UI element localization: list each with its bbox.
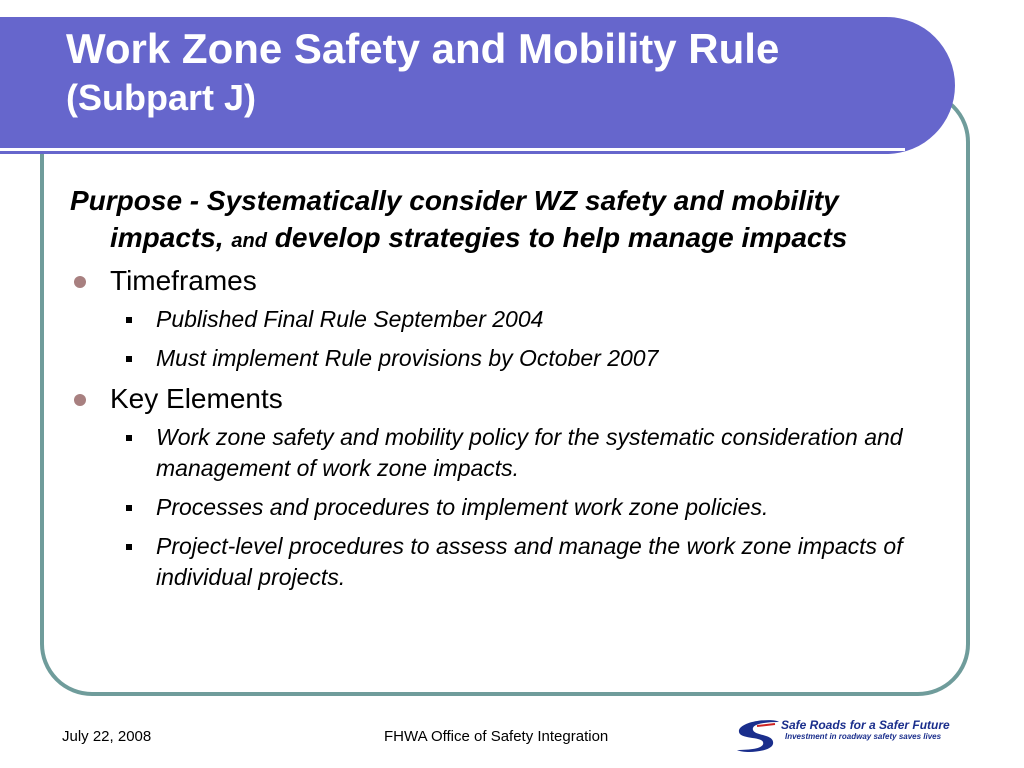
- bullet-square-icon: [126, 505, 132, 511]
- bullet-square-icon: [126, 435, 132, 441]
- slide-title: [66, 24, 779, 122]
- slide-body: [70, 182, 950, 601]
- title-underline: [0, 148, 905, 151]
- section-heading-label: Key Elements: [110, 383, 283, 414]
- bullet-dot-icon: [74, 276, 86, 288]
- purpose-statement: [70, 182, 950, 260]
- logo-tagline: Safe Roads for a Safer Future: [781, 718, 950, 732]
- list-item: [70, 531, 950, 593]
- bullet-square-icon: [126, 356, 132, 362]
- title-line-2: (Subpart J): [66, 77, 257, 118]
- footer-date: July 22, 2008: [62, 728, 152, 745]
- section-heading-key-elements: [70, 382, 950, 416]
- list-item: [70, 343, 950, 374]
- purpose-text-2: develop strategies to help manage impacts: [274, 222, 848, 253]
- bullet-square-icon: [126, 544, 132, 550]
- bullet-square-icon: [126, 317, 132, 323]
- purpose-and: and: [231, 230, 267, 252]
- list-item-text: Work zone safety and mobility policy for the systematic consideration and management of work zone impacts.: [156, 424, 903, 481]
- list-item-text: Processes and procedures to implement work zone policies.: [156, 494, 769, 520]
- list-item: [70, 492, 950, 523]
- list-item-text: Project-level procedures to assess and manage the work zone impacts of individual projects.: [156, 533, 903, 590]
- bullet-dot-icon: [74, 394, 86, 406]
- safe-roads-logo: [735, 716, 985, 754]
- section-heading-timeframes: [70, 264, 950, 298]
- logo-subtext: Investment in roadway safety saves lives: [785, 732, 942, 741]
- footer-organization: FHWA Office of Safety Integration: [384, 728, 609, 745]
- list-item-text: Must implement Rule provisions by October 2007: [156, 345, 659, 371]
- purpose-text-1: Purpose - Systematically consider WZ safety and mobility impacts,: [70, 185, 839, 253]
- road-s-logo-icon: [735, 716, 783, 754]
- title-line-1: Work Zone Safety and Mobility Rule: [66, 25, 780, 72]
- section-heading-label: Timeframes: [110, 265, 257, 296]
- list-item: [70, 422, 950, 484]
- list-item-text: Published Final Rule September 2004: [156, 306, 544, 332]
- list-item: [70, 304, 950, 335]
